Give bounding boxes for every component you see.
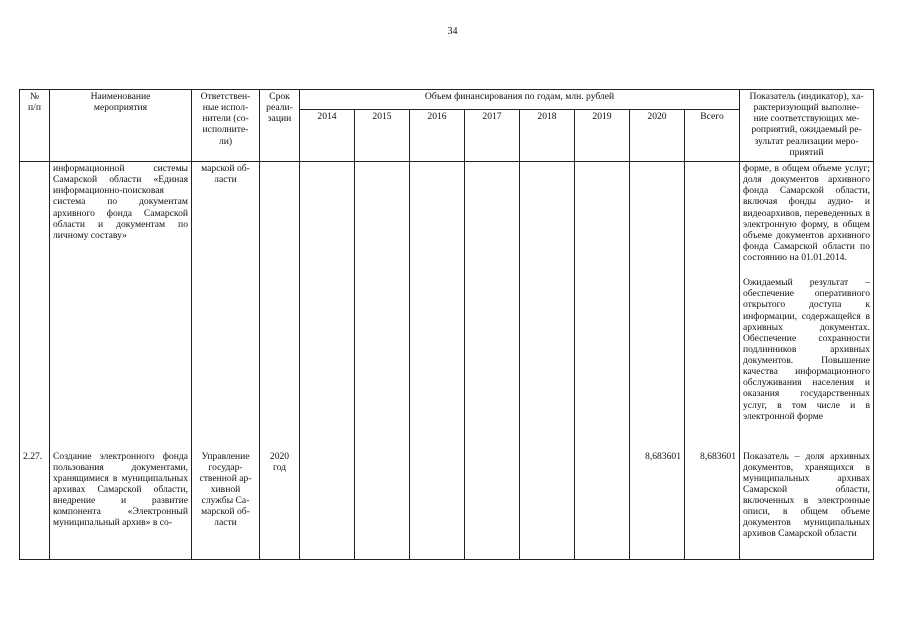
header-total: Всего (685, 110, 740, 162)
value-2014 (300, 162, 355, 450)
header-year-2014: 2014 (300, 110, 355, 162)
header-name: Наименование мероприятия (50, 90, 192, 162)
value-2016 (410, 450, 465, 560)
value-2019 (575, 162, 630, 450)
value-2017 (465, 162, 520, 450)
value-2017 (465, 450, 520, 560)
header-year-2016: 2016 (410, 110, 465, 162)
header-year-2017: 2017 (465, 110, 520, 162)
value-2019 (575, 450, 630, 560)
value-2018 (520, 450, 575, 560)
value-2016 (410, 162, 465, 450)
header-number: № п/п (20, 90, 50, 162)
responsible-executor: марской об- ласти (192, 162, 260, 450)
value-2014 (300, 450, 355, 560)
row-number (20, 162, 50, 450)
indicator-text (740, 162, 874, 450)
header-year-2020: 2020 (630, 110, 685, 162)
value-total: 8,683601 (685, 450, 740, 560)
row-number: 2.27. (20, 450, 50, 560)
expected-result-paragraph: Ожидаемый результат – обеспечение оперативного открытого доступа к информации, содержащейся в архивных документах. Обеспечение сохранности подлинников архивных документов. Повышение качества информационного обслуживания населения и оказания государственных услуг, в том числе и в электронной форме (743, 277, 870, 422)
value-2015 (355, 162, 410, 450)
activity-name: информационной системы Самарской области «Единая информационно-поисковая система по документам архивного фонда Самарской области и документам по личному составу» (50, 162, 192, 450)
value-2020 (630, 162, 685, 450)
indicator-paragraph: форме, в общем объеме услуг; доля документов архивного фонда Самарской области, включая фонды аудио- и видеоархивов, переведенных в электронную форму, в общем объеме документов архивного фонда Самарской области по состоянию на 01.01.2014. (743, 163, 870, 263)
header-term: Срок реали- зации (260, 90, 300, 162)
table-row (20, 162, 874, 450)
table-row (20, 450, 874, 560)
header-responsible: Ответствен- ные испол- нители (со- исполните- ли) (192, 90, 260, 162)
program-activities-table (19, 89, 874, 560)
header-year-2018: 2018 (520, 110, 575, 162)
header-indicator: Показатель (индикатор), ха- рактеризующий выполне- ние соответствующих ме- роприятий, ожидаемый ре- зультат реализации меро- приятий (740, 90, 874, 162)
implementation-term (260, 162, 300, 450)
header-year-2015: 2015 (355, 110, 410, 162)
activity-name: Создание электронного фонда пользования документами, хранящимися в муниципальных архивах Самарской области, внедрение и развитие компонента «Электронный муниципальный архив» в со- (50, 450, 192, 560)
implementation-term: 2020 год (260, 450, 300, 560)
header-year-2019: 2019 (575, 110, 630, 162)
indicator-text: Показатель – доля архивных документов, хранящихся в муниципальных архивах Самарской области, включенных в электронные описи, в общем объеме документов муниципальных архивов Самарской области (740, 450, 874, 560)
value-total (685, 162, 740, 450)
value-2018 (520, 162, 575, 450)
value-2015 (355, 450, 410, 560)
page-number: 34 (447, 26, 458, 37)
header-funding: Объем финансирования по годам, млн. рублей (300, 90, 740, 110)
value-2020: 8,683601 (630, 450, 685, 560)
responsible-executor: Управление государ- ственной ар- хивной службы Са- марской об- ласти (192, 450, 260, 560)
